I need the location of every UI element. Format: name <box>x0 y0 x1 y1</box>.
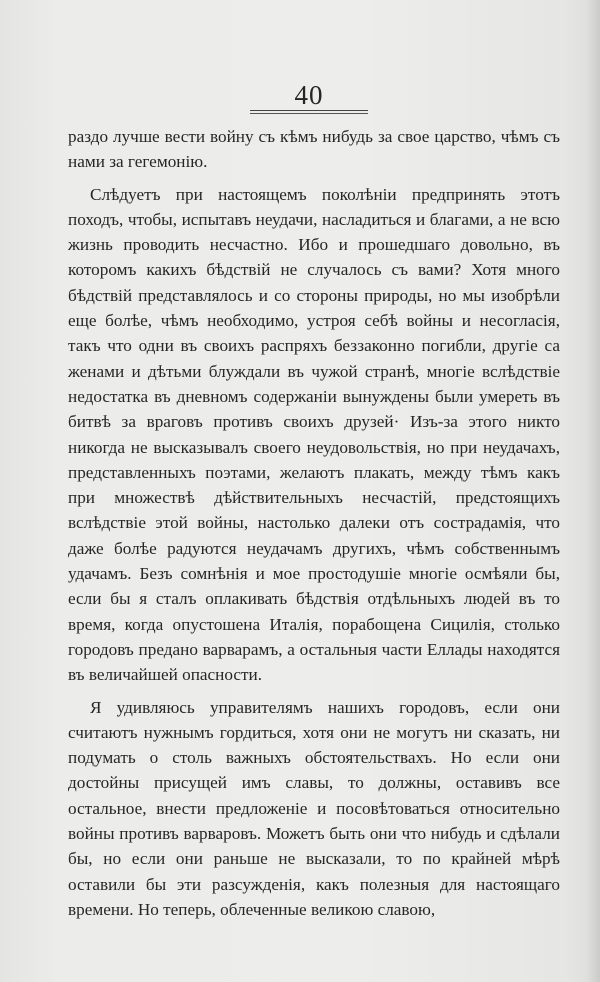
page-body <box>68 124 560 922</box>
paragraph: Слѣдуетъ при настоящемъ поколѣніи предпринять этотъ походъ, чтобы, испытавъ неудачи, насладиться и благами, а не всю жизнь проводить несчастно. Ибо и прошедшаго довольно, въ которомъ какихъ бѣдствій не случалось съ вами? Хотя много бѣдствій представлялось и со стороны природы, но мы изобрѣли еще болѣе, чѣмъ необходимо, устроя себѣ войны и несогласія, такъ что одни въ своихъ распряхъ беззаконно погибли, другіе са женами и дѣтьми блуждали въ чужой странѣ, многіе вслѣдствіе недостатка въ дневномъ содержаніи вынуждены были умереть въ битвѣ за враговъ противъ своихъ друзей· Изъ-за этого никто никогда не высказывалъ своего неудовольствія, но при неудачахъ, представленныхъ поэтами, желаютъ плакать, между тѣмъ какъ при множествѣ дѣйствительныхъ несчастій, предстоящихъ вслѣдствіе этой войны, настолько далеки отъ сострадамія, что даже болѣе радуются неудачамъ другихъ, чѣмъ собственнымъ удачамъ. Безъ сомнѣнія и мое простодушіе многіе осмѣяли бы, если бы я сталъ оплакивать бѣдствія отдѣльныхъ людей въ то время, когда опустошена Италія, порабощена Сицилія, столько городовъ предано варварамъ, а остальныя части Еллады находятся въ величайшей опасности. <box>68 184 560 685</box>
paragraph-continuation: раздо лучше вести войну съ кѣмъ нибудь за свое царство, чѣмъ съ нами за гегемонію. <box>68 127 560 172</box>
paragraph: Я удивляюсь управителямъ нашихъ городовъ, если они считаютъ нужнымъ гордиться, хотя они не могутъ ни сказать, ни подумать о столь важныхъ обстоятельствахъ. Но если они достойны присущей имъ славы, то должны, оставивъ все остальное, внести предложеніе и посовѣтоваться относительно войны противъ варваровъ. Можетъ быть они что нибудь и сдѣлали бы, но если они раньше не высказали, то по крайней мѣрѣ оставили бы эти разсужденія, какъ полезныя для настоящаго времени. Но теперь, облеченные великою славою, <box>68 697 560 919</box>
page-header <box>250 82 368 116</box>
page-number: 40 <box>294 80 324 110</box>
header-rule <box>250 110 368 114</box>
page-edge-shadow <box>586 0 600 982</box>
